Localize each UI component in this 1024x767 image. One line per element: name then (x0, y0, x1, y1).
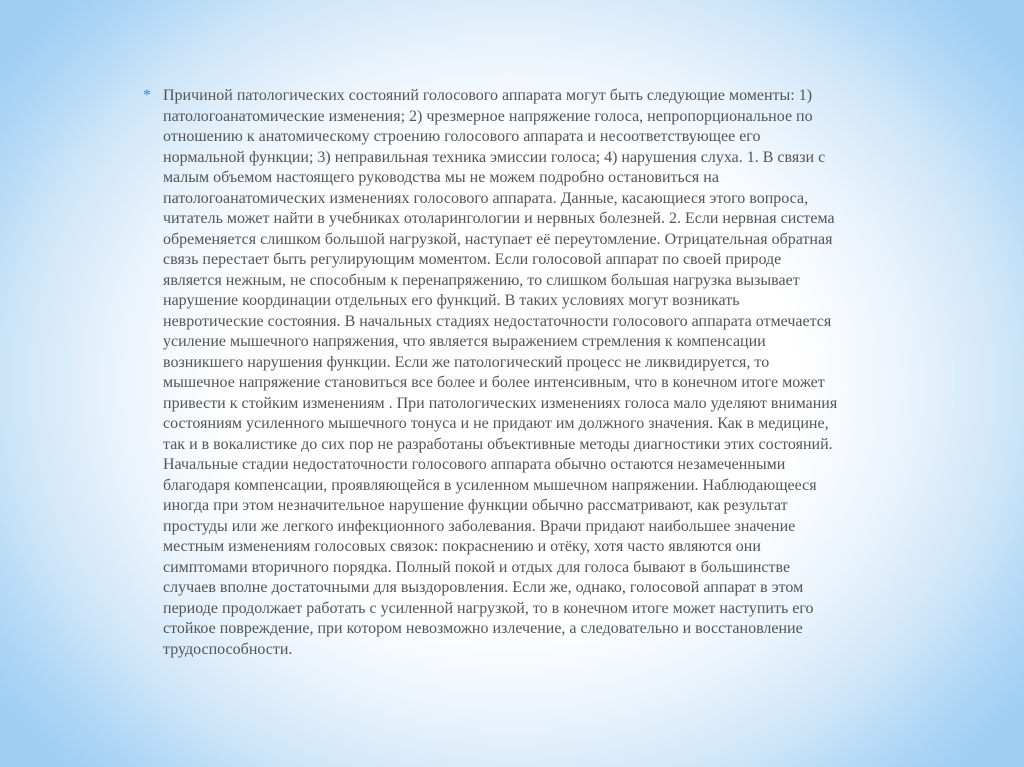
slide-body-text: Причиной патологических состояний голосового аппарата могут быть следующие моменты: 1) патологоанатомические изменения; 2) чрезмерное напряжение голоса, непропорциональное по отношению к анатомическому строению голосового аппарата и несоответствующее его нормальной функции; 3) неправильная техника эмиссии голоса; 4) нарушения слуха. 1. В связи с малым объемом настоящего руководства мы не можем подробно остановиться на патологоанатомических изменениях голосового аппарата. Данные, касающиеся этого вопроса, читатель может найти в учебниках отоларингологии и нервных болезней. 2. Если нервная система обременяется слишком большой нагрузкой, наступает её переутомлениe. Отрицательная обратная связь перестает быть регулирующим моментом. Если голосовой аппарат по своей природе является нежным, не способным к перенапряжению, то слишком большая нагрузка вызывает нарушение координации отдельных его функций. В таких условиях могут возникать невротические состояния. В начальных стадиях недостаточности голосового аппарата отмечается усиление мышечного напряжения, что является выражением стремления к компенсации возникшего нарушения функции. Если же патологический процесс не ликвидируется, то мышечное напряжение становиться все более и более интенсивным, что в конечном итоге может привести к стойким изменениям . При патологических изменениях голоса мало уделяют внимания состояниям усиленного мышечного тонуса и не придают им должного значения. Как в медицине, так и в вокалистике до сих пор не разработаны объективные методы диагностики этих состояний. Начальные стадии недостаточности голосового аппарата обычно остаются незамеченными благодаря компенсации, проявляющейся в усиленном мышечном напряжении. Наблюдающееся иногда при этом незначительное нарушение функции обычно рассматривают, как результат простуды или же легкого инфекционного заболевания. Врачи придают наибольшее значение местным изменениям голосовых связок: покраснению и отёку, хотя часто являются они симптомами вторичного порядка. Полный покой и отдых для голоса бывают в большинстве случаев вполне достаточными для выздоровления. Если же, однако, голосовой аппарат в этом периоде продолжает работать с усиленной нагрузкой, то в конечном итоге может наступить его стойкое повреждение, при котором невозможно излечение, а следовательно и восстановление трудоспособности. (163, 87, 838, 658)
bullet-icon: * (143, 87, 151, 104)
bullet-item (143, 86, 843, 660)
